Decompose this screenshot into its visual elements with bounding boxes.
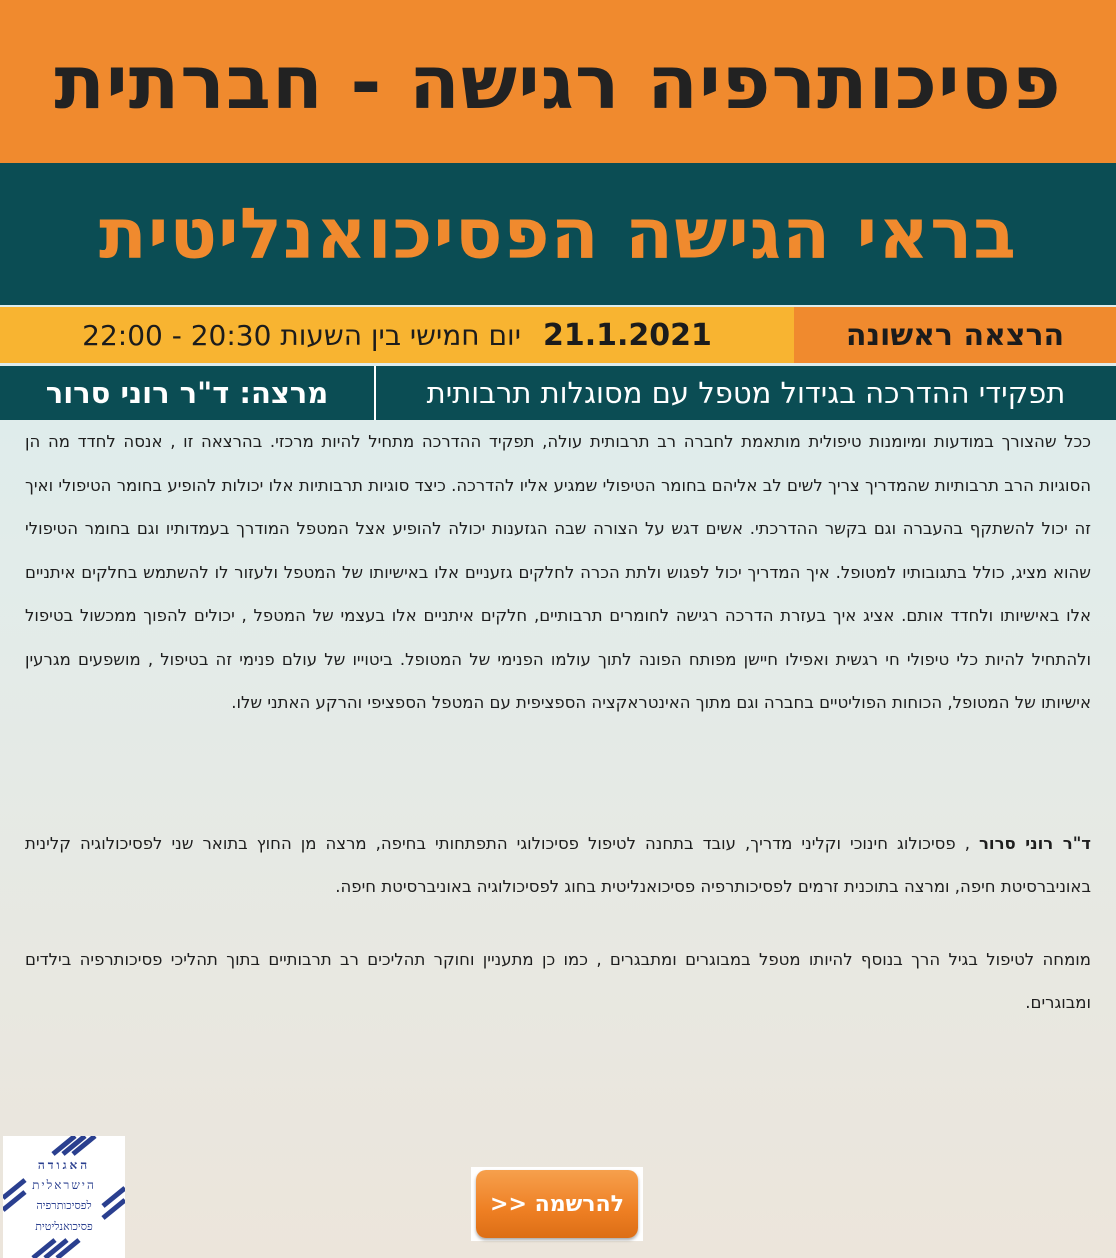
content-body	[25, 420, 1091, 1025]
page-title: פסיכותרפיה רגישה - חברתית	[54, 39, 1062, 126]
info-bar	[0, 307, 1116, 363]
association-logo	[3, 1136, 125, 1258]
date-time	[0, 307, 794, 363]
subtitle-banner	[0, 163, 1116, 305]
logo-line-3: לפסיכותרפיה	[36, 1199, 92, 1212]
header-banner	[0, 0, 1116, 163]
bio-name: ד"ר רוני סרור	[978, 833, 1091, 853]
lecture-label: הרצאה ראשונה	[794, 307, 1116, 363]
lecture-speaker: מרצה: ד"ר רוני סרור	[45, 376, 329, 410]
logo-line-2: הישראלית	[32, 1178, 96, 1192]
bio-text: , פסיכולוג חינוכי וקליני מדריך, עובד בתחנה לטיפול פסיכולוגי התפתחותי בחיפה, מרצה מן החוץ בתואר שני לפסיכולוגיה קלינית באוניברסיטת חיפה, ומרצה בתוכנית זרמים לפסיכותרפיה פסיכואנליטית בחוג לפסיכולוגיה באוניברסיטת חיפה.	[25, 833, 1091, 896]
page-subtitle: בראי הגישה הפסיכואנליטית	[99, 193, 1017, 275]
lecture-date: 21.1.2021	[542, 317, 712, 353]
logo-line-4: פסיכואנליטית	[35, 1220, 93, 1233]
register-button[interactable]: להרשמה <<	[476, 1170, 638, 1238]
bio-paragraph-2: מומחה לטיפול בגיל הרך בנוסף להיותו מטפל במבוגרים ומתבגרים , כמו כן מתעניין וחוקר תהליכים רב תרבותיים בתוך תהליכי פסיכותרפיה בילדים ומבוגרים.	[25, 949, 1091, 1012]
lecture-schedule: יום חמישי בין השעות 20:30 - 22:00	[82, 318, 521, 352]
register-button-frame	[471, 1167, 643, 1241]
bio-paragraph	[25, 822, 1091, 909]
logo-stripes-icon	[3, 1136, 125, 1258]
abstract-paragraph: ככל שהצורך במודעות ומיומנות טיפולית מותאמת לחברה רב תרבותית עולה, תפקיד ההדרכה מתחיל להיות מרכזי. בהרצאה זו , אנסה לחדד מה הן הסוגיות הרב תרבותיות שהמדריך צריך לשים לב אליהם בחומר הטיפולי שמגיע אליו להדרכה. כיצד סוגיות תרבותיות אלו יכולות להופיע בחומר הטיפולי ואיך זה יכול להשתקף בהעברה וגם בקשר ההדרכתי. אשים דגש על הצורה שבה הגזענות יכולה להופיע אצל המטפל המודרך בעמדותיו וגם בחומר הטיפולי שהוא מציג, כולל בתגובותיו למטופל. איך המדריך יכול לפגוש ולתת הכרה לחלקים גזעניים אלו באישיותו של המטפל ולעזור לו להשתמש בחלקים איתניים אלו באישיותו ולחדד אותם. אציג איך בעזרת הדרכה רגישה לחומרים תרבותיים, חלקים איתניים אלו בעצמי של המטפל , יכולים להפוך ממכשול בטיפול ולהתחיל להיות כלי טיפולי חי רגשית ואפילו חיישן מפותח הפונה לתוך עולמו הפנימי של המטופל. ביטוייו של עולם פנימי זה בטיפול , מושפעים מגרעין אישיותו של המטופל, הכוחות הפוליטיים בחברה וגם מתוך האינטראקציה הספציפית עם המטפל הספציפי והרקע האתני שלו.	[25, 432, 1091, 712]
logo-line-1: האגודה	[37, 1158, 91, 1172]
lecture-topic: תפקידי ההדרכה בגידול מטפל עם מסוגלות תרבותית	[374, 366, 1116, 420]
topic-bar	[0, 366, 1116, 420]
